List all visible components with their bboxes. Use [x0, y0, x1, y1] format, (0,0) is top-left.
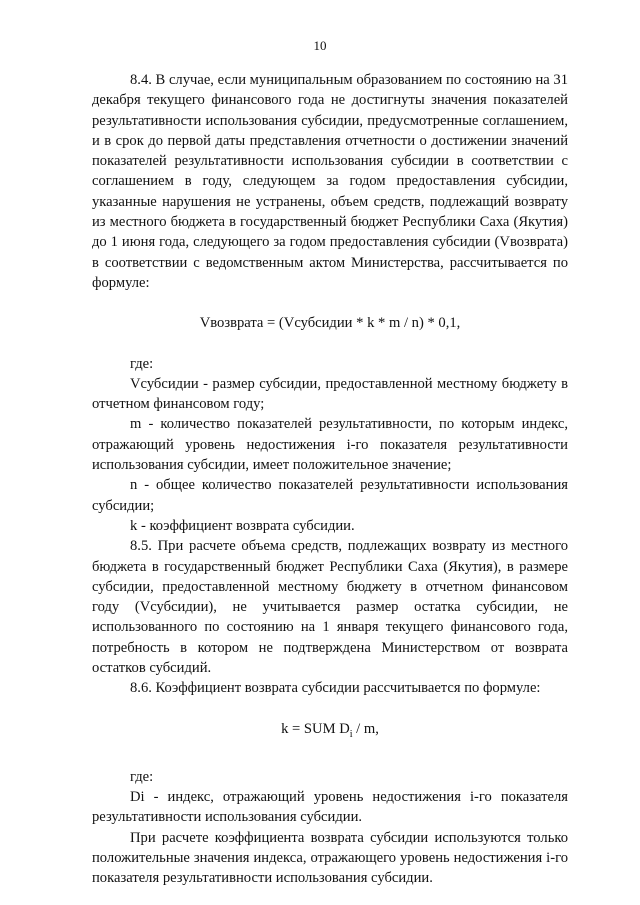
formula-2-tail: / m, [352, 720, 379, 737]
where-label-2: где: [130, 768, 154, 785]
paragraph-8-4: 8.4. В случае, если муниципальным образованием по состоянию на 31 декабря текущего финансового года не достигнуты значения показателей результативности использования субсидии, предусмотренные соглашением, и в срок до первой даты представления отчетности о достижении значений показателей результативности использования субсидии в соответствии с соглашением в году, следующем за годом предоставления субсидии, указанные нарушения не устранены, объем средств, подлежащий возврату из местного бюджета в государственный бюджет Республики Саха (Якутия) до 1 июня года, следующего за годом предоставления субсидии (Vвозврата) в соответствии с ведомственным актом Министерства, рассчитывается по формуле: [92, 72, 568, 291]
definition-v-subsidy: Vсубсидии - размер субсидии, предоставленной местному бюджету в отчетном финансовом году; [92, 375, 568, 413]
definition-k: k - коэффициент возврата субсидии. [130, 517, 355, 534]
paragraph-8-5: 8.5. При расчете объема средств, подлежащих возврату из местного бюджета в государственный бюджет Республики Саха (Якутия), в размере субсидии, предоставленной местному бюджету в отчетном финансовом году (Vсубсидии), не учитывается размер остатка субсидии, не использованного по состоянию на 1 января текущего финансового года, потребность в котором не подтверждена Министерством от возврата остатков субсидий. [92, 538, 568, 677]
formula-2-subscript: i [349, 728, 353, 740]
definition-n: n - общее количество показателей результативности использования субсидии; [92, 477, 568, 514]
paragraph-final: При расчете коэффициента возврата субсидии используются только положительные значения индекса, отражающего уровень недостижения i-го показателя результативности использования субсидии. [92, 829, 568, 887]
definition-m: m - количество показателей результативности, по которым индекс, отражающий уровень недостижения i-го показателя результативности использования субсидии, имеет положительное значение; [92, 416, 568, 474]
formula-return-volume: Vвозврата = (Vсубсидии * k * m / n) * 0,1, [199, 315, 461, 332]
document-body [92, 70, 568, 889]
where-label: где: [130, 355, 154, 372]
paragraph-8-6: 8.6. Коэффициент возврата субсидии рассчитывается по формуле: [130, 680, 541, 697]
definition-di: Di - индекс, отражающий уровень недостижения i-го показателя результативности использования субсидии. [92, 789, 568, 826]
formula-return-coefficient [92, 719, 568, 745]
formula-2-main: k = SUM D [281, 720, 350, 737]
page-number: 10 [313, 38, 327, 53]
